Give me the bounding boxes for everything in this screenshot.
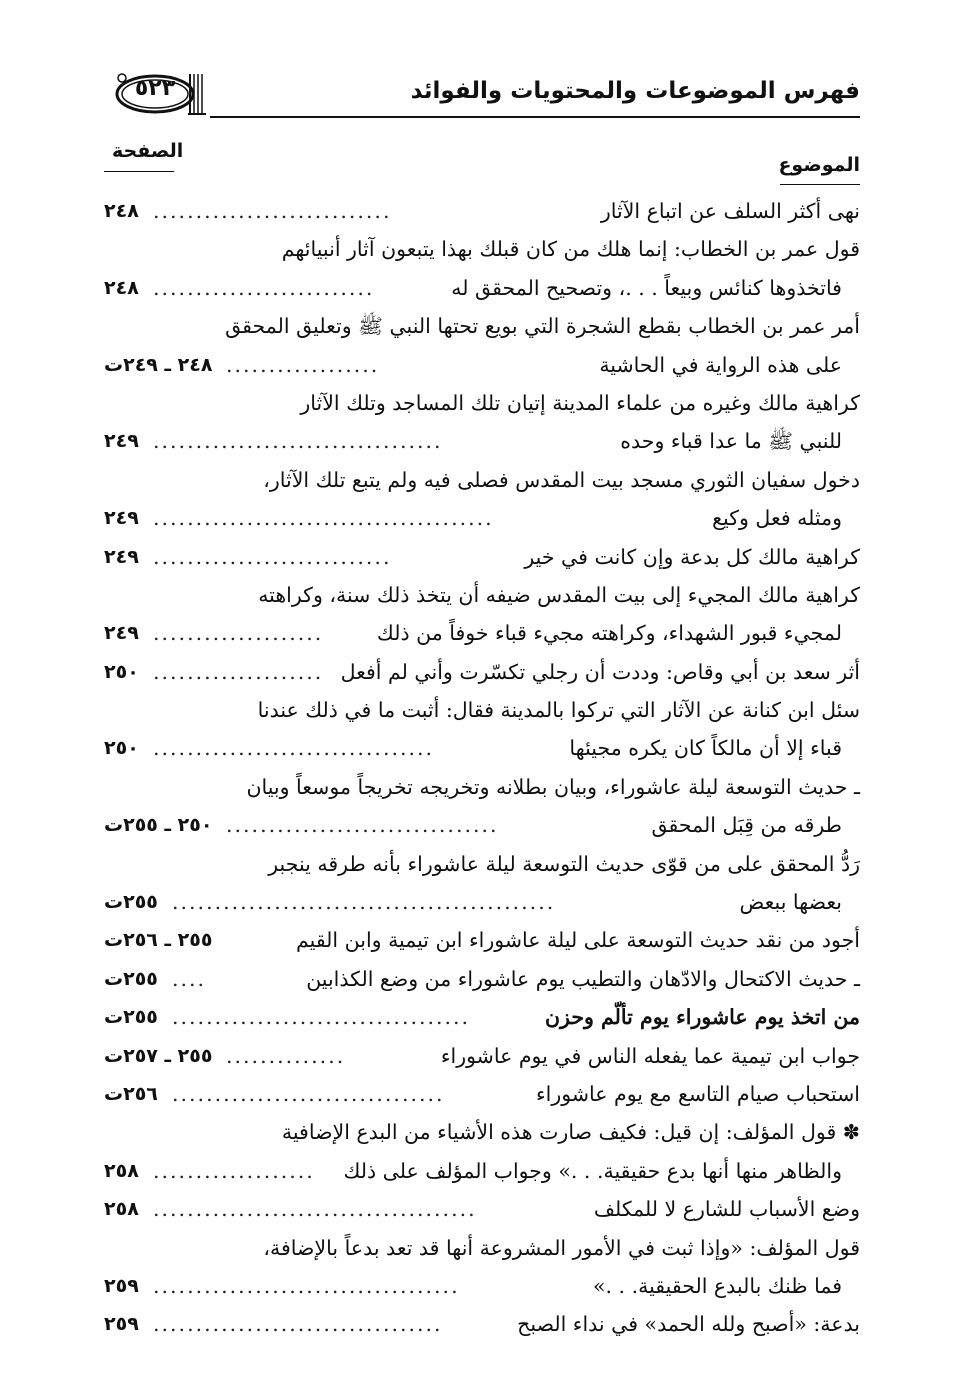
header-rule xyxy=(210,116,860,118)
index-entry xyxy=(104,499,860,537)
entry-leader-dots: ................................. xyxy=(153,736,435,761)
entry-page-number: ٢٥٥ت xyxy=(104,1006,158,1029)
entry-text: سئل ابن كنانة عن الآثار التي تركوا بالمدينة فقال: أثبت ما في ذلك عندنا xyxy=(257,698,860,723)
index-entries xyxy=(104,192,860,1344)
index-entry xyxy=(104,1152,860,1190)
entry-text: أثر سعد بن أبي وقاص: وددت أن رجلي تكسّرت وأني لم أفعل xyxy=(340,659,860,684)
entry-page-number: ٢٥٨ xyxy=(104,1198,139,1221)
index-entry xyxy=(104,921,860,959)
entry-leader-dots: ................... xyxy=(153,1158,315,1183)
entry-page-number: ٢٥٠ xyxy=(104,660,139,683)
entry-text: طرقه من قِبَل المحقق xyxy=(651,813,842,838)
entry-text: أمر عمر بن الخطاب بقطع الشجرة التي بويع تحتها النبي ﷺ وتعليق المحقق xyxy=(225,314,860,339)
entry-text: دخول سفيان الثوري مسجد بيت المقدس فصلى فيه ولم يتبع تلك الآثار، xyxy=(263,467,860,492)
index-entry xyxy=(104,307,860,345)
entry-page-number: ٢٥٥ت xyxy=(104,967,158,990)
index-entry xyxy=(104,691,860,729)
entry-page-number: ٢٤٩ xyxy=(104,545,139,568)
entry-page-number: ٢٥٥ت xyxy=(104,891,158,914)
entry-leader-dots: .................................... xyxy=(153,1273,460,1298)
entry-leader-dots: .................................. xyxy=(153,1312,443,1337)
entry-page-number: ٢٤٨ xyxy=(104,200,139,222)
index-entry xyxy=(104,768,860,806)
entry-text: ـ حديث التوسعة ليلة عاشوراء، وبيان بطلانه وتخريجه تخريجاً موسعاً وبيان xyxy=(246,774,860,799)
entry-page-number: ٢٥٠ ـ ٢٥٥ت xyxy=(104,814,213,837)
entry-page-number: ٢٤٩ xyxy=(104,430,139,453)
index-entry xyxy=(104,1037,860,1075)
index-entry xyxy=(104,1267,860,1305)
index-entry xyxy=(104,883,860,921)
index-entry xyxy=(104,998,860,1036)
entry-leader-dots: .................................. xyxy=(153,429,443,454)
entry-page-number: ٢٥٥ ـ ٢٥٦ت xyxy=(104,929,213,952)
entry-leader-dots: .................... xyxy=(153,621,324,646)
entry-text: فاتخذوها كنائس وبيعاً . . .، وتصحيح المحقق له xyxy=(451,275,842,300)
entry-text: كراهية مالك كل بدعة وإن كانت في خير xyxy=(524,544,860,569)
entry-leader-dots: .............. xyxy=(226,1043,346,1068)
entry-text: ومثله فعل وكيع xyxy=(712,506,842,531)
entry-leader-dots: ................................ xyxy=(172,1081,445,1106)
index-entry xyxy=(104,1229,860,1267)
entry-page-number: ٢٤٩ xyxy=(104,507,139,530)
index-entry xyxy=(104,845,860,883)
index-entry xyxy=(104,461,860,499)
entry-page-number: ٢٥٨ xyxy=(104,1159,139,1182)
entry-text: ✽ قول المؤلف: إن قيل: فكيف صارت هذه الأشياء من البدع الإضافية xyxy=(281,1120,860,1145)
entry-text: ـ حديث الاكتحال والادّهان والتطيب يوم عاشوراء من وضع الكذابين xyxy=(306,966,860,991)
index-entry xyxy=(104,1113,860,1151)
entry-leader-dots: .......................... xyxy=(153,275,375,300)
entry-leader-dots: ............................ xyxy=(153,544,392,569)
entry-text: لمجيء قبور الشهداء، وكراهته مجيء قباء خوفاً من ذلك xyxy=(376,621,842,646)
index-entry xyxy=(104,960,860,998)
entry-leader-dots: .................. xyxy=(226,352,380,377)
entry-page-number: ٢٤٨ xyxy=(104,276,139,299)
column-head-topic: الموضوع xyxy=(778,154,860,176)
entry-page-number: ٢٥٥ ـ ٢٥٧ت xyxy=(104,1044,213,1067)
index-entry xyxy=(104,422,860,460)
index-entry xyxy=(104,729,860,767)
entry-text: فما ظنك بالبدع الحقيقية. . .» xyxy=(592,1273,842,1298)
entry-text: وضع الأسباب للشارع لا للمكلف xyxy=(593,1197,860,1222)
entry-text: قباء إلا أن مالكاً كان يكره مجيئها xyxy=(569,736,842,761)
entry-text: جواب ابن تيمية عما يفعله الناس في يوم عاشوراء xyxy=(440,1043,860,1068)
index-entry xyxy=(104,384,860,422)
entry-text: كراهية مالك وغيره من علماء المدينة إتيان تلك المساجد وتلك الآثار xyxy=(300,390,860,415)
index-entry xyxy=(104,1305,860,1343)
entry-page-number: ٢٥٩ xyxy=(104,1274,139,1297)
entry-text: قول المؤلف: «وإذا ثبت في الأمور المشروعة أنها قد تعد بدعاً بالإضافة، xyxy=(263,1235,860,1260)
entry-text: بدعة: «أصبح ولله الحمد» في نداء الصبح xyxy=(517,1312,860,1337)
entry-leader-dots: .... xyxy=(172,966,207,991)
entry-page-number: ٢٤٨ ـ ٢٤٩ت xyxy=(104,353,213,376)
entry-text: والظاهر منها أنها بدع حقيقية. . .» وجواب المؤلف على ذلك xyxy=(343,1158,842,1183)
entry-text: على هذه الرواية في الحاشية xyxy=(599,352,842,377)
entry-page-number: ٢٤٩ xyxy=(104,622,139,645)
entry-text: كراهية مالك المجيء إلى بيت المقدس ضيفه أن يتخذ ذلك سنة، وكراهته xyxy=(258,582,860,607)
entry-leader-dots: ...................................... xyxy=(153,1197,477,1222)
index-entry xyxy=(104,1190,860,1228)
entry-text: من اتخذ يوم عاشوراء يوم تألّم وحزن xyxy=(544,1005,860,1030)
index-entry xyxy=(104,653,860,691)
index-entry xyxy=(104,576,860,614)
entry-leader-dots: ............................................. xyxy=(172,890,556,915)
column-head-page-rule xyxy=(104,171,174,172)
entry-leader-dots: ................................... xyxy=(172,1005,471,1030)
index-entry xyxy=(104,806,860,844)
entry-leader-dots: ........................................ xyxy=(153,506,494,531)
entry-text: بعضها ببعض xyxy=(739,890,842,915)
entry-leader-dots: ................................ xyxy=(226,813,499,838)
index-entry xyxy=(104,346,860,384)
column-head-page: الصفحة xyxy=(112,140,184,162)
page-number: ٥٢٣ xyxy=(134,76,176,101)
entry-page-number: ٢٥٠ xyxy=(104,737,139,760)
entry-text: للنبي ﷺ ما عدا قباء وحده xyxy=(620,429,842,454)
page-number-badge xyxy=(110,70,206,116)
index-entry xyxy=(104,269,860,307)
entry-leader-dots: .................... xyxy=(153,659,324,684)
index-entry xyxy=(104,538,860,576)
header-title: فهرس الموضوعات والمحتويات والفوائد xyxy=(410,78,860,104)
index-entry xyxy=(104,230,860,268)
entry-text: استحباب صيام التاسع مع يوم عاشوراء xyxy=(536,1081,860,1106)
entry-text: رَدُّ المحقق على من قوّى حديث التوسعة ليلة عاشوراء بأنه طرقه ينجبر xyxy=(268,851,860,876)
entry-text: نهى أكثر السلف عن اتباع الآثار xyxy=(600,199,860,223)
entry-leader-dots: ............................ xyxy=(153,199,392,223)
entry-text: أجود من نقد حديث التوسعة على ليلة عاشوراء ابن تيمية وابن القيم xyxy=(295,928,860,953)
entry-text: قول عمر بن الخطاب: إنما هلك من كان قبلك بهذا يتبعون آثار أنبيائهم xyxy=(281,237,860,262)
column-head-topic-rule xyxy=(780,184,860,185)
entry-page-number: ٢٥٩ xyxy=(104,1313,139,1336)
index-entry xyxy=(104,192,860,230)
index-entry xyxy=(104,1075,860,1113)
entry-page-number: ٢٥٦ت xyxy=(104,1082,158,1105)
index-entry xyxy=(104,614,860,652)
